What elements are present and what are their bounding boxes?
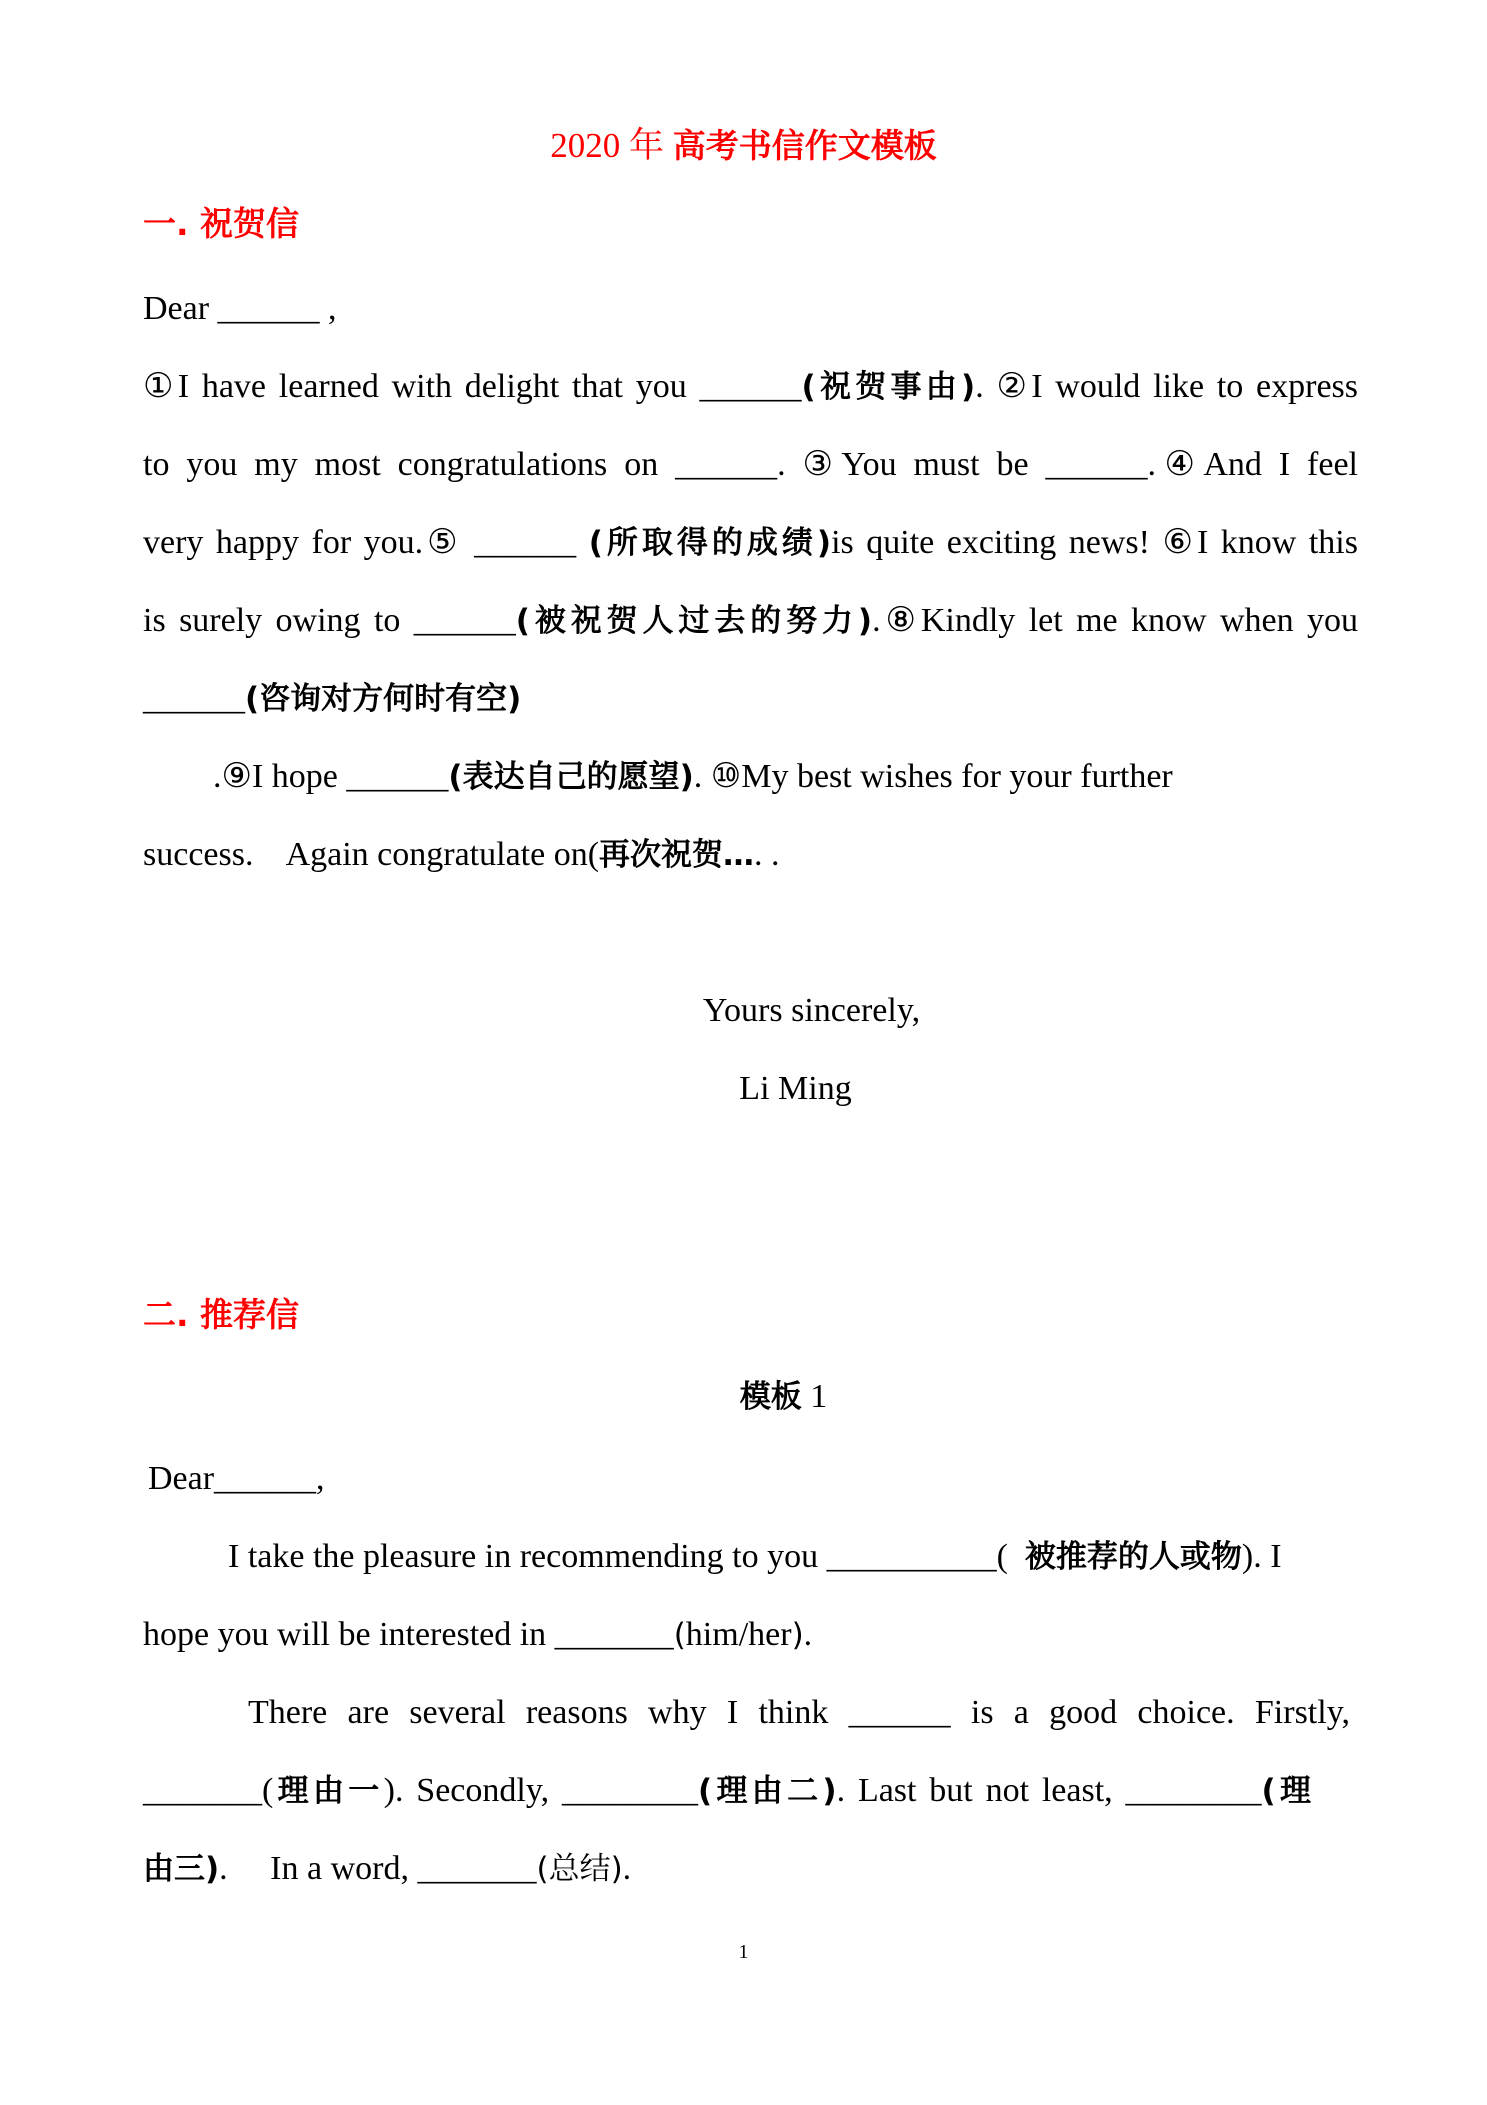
section2-heading: 二. 推荐信 — [143, 1295, 300, 1334]
s2-line-6: 由三). In a word, _______(总结). — [143, 1850, 632, 1887]
s2-template-label: 模板 1 — [739, 1378, 828, 1415]
title-year: 2020 年 — [550, 126, 673, 165]
s2-line-2: I take the pleasure in recommending to you __________( 被推荐的人或物). I — [228, 1538, 1282, 1575]
s2-salutation: Dear______, — [148, 1460, 325, 1497]
s1-salutation: Dear ______ , — [143, 290, 337, 327]
title-text: 高考书信作文模板 — [672, 126, 937, 165]
s1-line-3: to you my most congratulations on ______. ③You must be ______.④And I feel — [143, 446, 1358, 483]
s2-line-5: _______(理由一). Secondly, ________(理由二). Last but not least, ________(理 — [143, 1772, 1311, 1809]
s1-closing: Yours sincerely, — [702, 992, 921, 1029]
s1-line-4: very happy for you.⑤ ______ (所取得的成绩)is quite exciting news! ⑥I know this — [143, 524, 1358, 561]
page-number: 1 — [738, 1941, 749, 1963]
s1-line-2: ①I have learned with delight that you ______(祝贺事由). ②I would like to express — [143, 368, 1359, 405]
s1-line-7: .⑨I hope ______(表达自己的愿望). ⑩My best wishes for your further — [213, 758, 1173, 795]
s1-signature: Li Ming — [739, 1070, 852, 1107]
s1-line-6: ______(咨询对方何时有空) — [143, 680, 522, 717]
s2-line-3: hope you will be interested in _______(him/her). — [143, 1616, 813, 1653]
section1-heading: 一. 祝贺信 — [143, 204, 300, 243]
s1-line-5: is surely owing to ______(被祝贺人过去的努力).⑧Kindly let me know when you — [143, 602, 1358, 639]
document-title — [0, 120, 1487, 172]
s2-line-4: There are several reasons why I think ______ is a good choice. Firstly, — [248, 1694, 1350, 1731]
s1-line-8: success. Again congratulate on(再次祝贺…. . — [143, 836, 780, 873]
